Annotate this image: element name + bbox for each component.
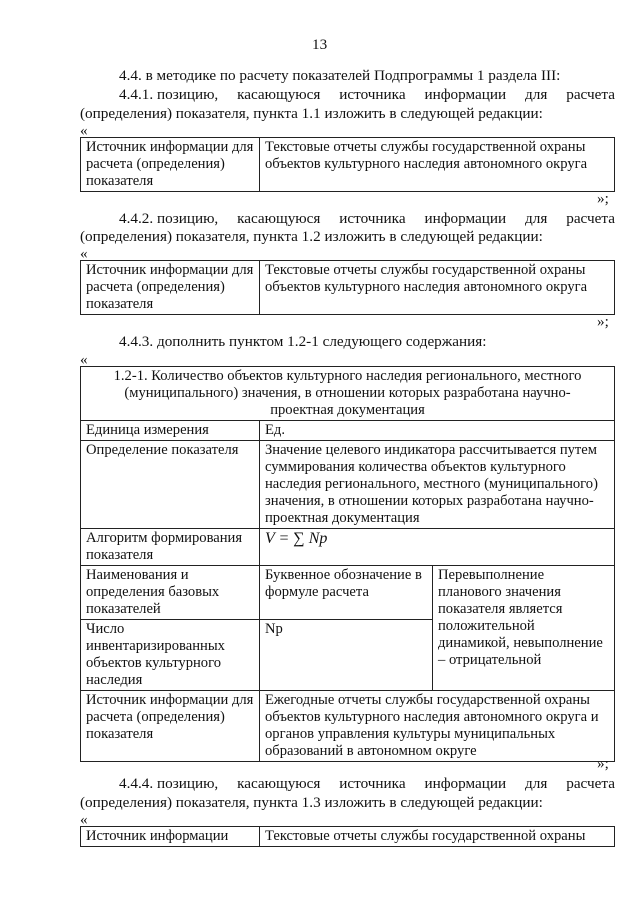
close-quote: »; (597, 313, 609, 330)
table-4-4-1 (80, 137, 615, 192)
close-quote: »; (597, 755, 609, 772)
letter-designation-label: Буквенное обозначение в формуле расчета (260, 566, 433, 620)
word: 4.4.1. позицию, (119, 86, 219, 103)
section-4-4-heading: 4.4. в методике по расчету показателей Подпрограммы 1 раздела III: (119, 67, 561, 84)
open-quote: « (80, 811, 88, 828)
close-quote: »; (597, 190, 609, 207)
label-cell: Источник информации для расчета (определения) показателя (81, 261, 260, 315)
word: для (525, 86, 548, 103)
definition-label: Определение показателя (81, 441, 260, 529)
performance-note: Перевыполнение планового значения показателя является положительной динамикой, невыполнение – отрицательной (433, 566, 615, 691)
open-quote: « (80, 351, 88, 368)
value-cell: Текстовые отчеты службы государственной охраны (260, 827, 615, 847)
table-4-4-3 (80, 366, 615, 762)
open-quote: « (80, 122, 88, 139)
word: касающуюся (237, 210, 321, 227)
indicator-header: 1.2-1. Количество объектов культурного наследия регионального, местного (муниципального) значения, в отношении которых разработана научно-проектная документация (81, 367, 615, 421)
section-4-4-1-line1 (119, 85, 615, 104)
section-4-4-2-line2: (определения) показателя, пункта 1.2 изложить в следующей редакции: (80, 228, 543, 245)
table-4-4-4 (80, 826, 615, 847)
word: расчета (566, 86, 615, 103)
section-4-4-2-line1 (119, 209, 615, 228)
label-cell: Источник информации (81, 827, 260, 847)
source-value: Ежегодные отчеты службы государственной охраны объектов культурного наследия автономного округа и органов управления культуры муниципальных образований в автономном округе (260, 691, 615, 762)
section-4-4-4-line1 (119, 774, 615, 793)
open-quote: « (80, 245, 88, 262)
inventoried-objects-symbol: Np (260, 620, 433, 691)
word: расчета (566, 210, 615, 227)
word: расчета (566, 775, 615, 792)
word: информации (424, 210, 507, 227)
word: для (525, 210, 548, 227)
unit-value: Ед. (260, 421, 615, 441)
word: касающуюся (237, 775, 321, 792)
word: источника (339, 775, 406, 792)
word: 4.4.2. позицию, (119, 210, 219, 227)
table-4-4-2 (80, 260, 615, 315)
word: информации (424, 86, 507, 103)
word: информации (424, 775, 507, 792)
word: 4.4.4. позицию, (119, 775, 219, 792)
word: для (525, 775, 548, 792)
unit-label: Единица измерения (81, 421, 260, 441)
section-4-4-3-heading: 4.4.3. дополнить пунктом 1.2-1 следующего содержания: (119, 333, 487, 350)
source-label: Источник информации для расчета (определения) показателя (81, 691, 260, 762)
base-indicators-label: Наименования и определения базовых показателей (81, 566, 260, 620)
section-4-4-1-line2: (определения) показателя, пункта 1.1 изложить в следующей редакции: (80, 105, 543, 122)
value-cell: Текстовые отчеты службы государственной охраны объектов культурного наследия автономного округа (260, 261, 615, 315)
formula: V = ∑ Np (260, 529, 615, 566)
algorithm-label: Алгоритм формирования показателя (81, 529, 260, 566)
page-number: 13 (312, 36, 328, 53)
word: источника (339, 210, 406, 227)
definition-value: Значение целевого индикатора рассчитывается путем суммирования количества объектов культурного наследия регионального, местного (муниципального) значения, в отношении которых разработана научно-проектная документация (260, 441, 615, 529)
value-cell: Текстовые отчеты службы государственной охраны объектов культурного наследия автономного округа (260, 138, 615, 192)
word: касающуюся (237, 86, 321, 103)
label-cell: Источник информации для расчета (определения) показателя (81, 138, 260, 192)
inventoried-objects-label: Число инвентаризированных объектов культурного наследия (81, 620, 260, 691)
section-4-4-4-line2: (определения) показателя, пункта 1.3 изложить в следующей редакции: (80, 794, 543, 811)
word: источника (339, 86, 406, 103)
